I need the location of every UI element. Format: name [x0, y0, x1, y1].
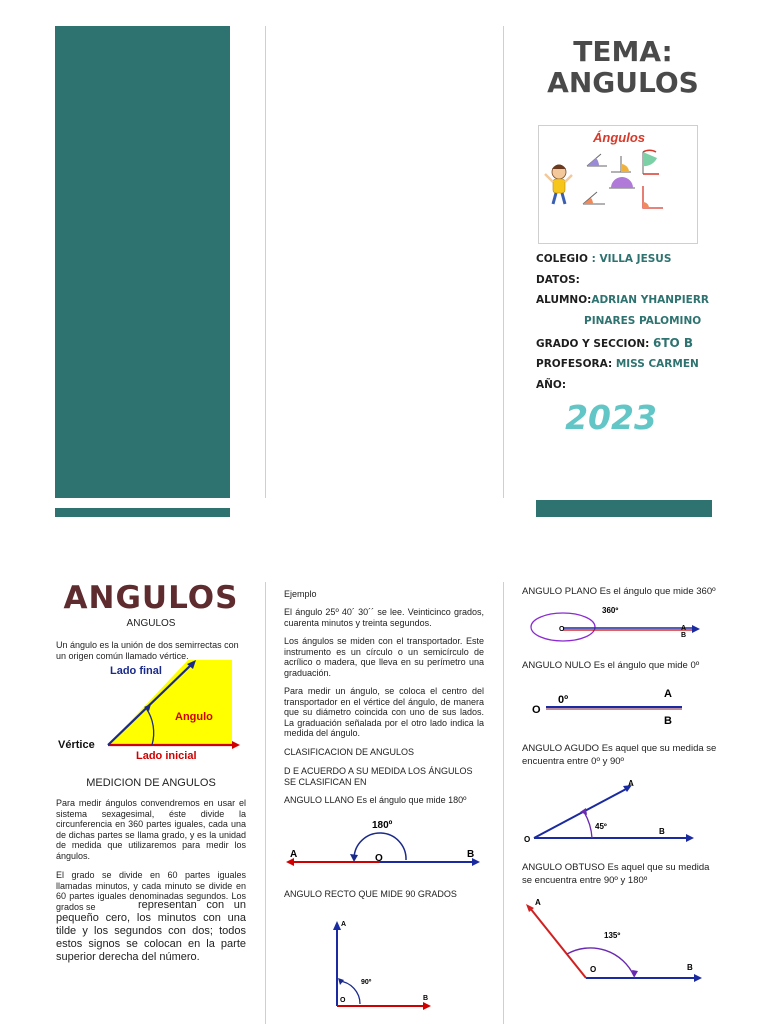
svg-text:45º: 45º — [595, 822, 607, 831]
label-angulo: Angulo — [175, 711, 213, 723]
divider-top-right — [503, 26, 504, 498]
divider-bottom-right — [503, 582, 504, 1024]
agudo-figure — [522, 776, 702, 846]
nulo-figure — [530, 683, 690, 727]
alumno-row: ALUMNO:ADRIAN YHANPIERR — [536, 294, 709, 306]
angles-cartoon — [539, 126, 697, 243]
year: 2023 — [565, 398, 657, 437]
svg-text:B: B — [681, 632, 687, 639]
svg-text:360º: 360º — [602, 606, 619, 615]
colegio-row: COLEGIO : VILLA JESUS — [536, 253, 672, 265]
medicion-p2: El grado se divide en 60 partes iguales llamadas minutos, y cada minuto se divide en 60 partes iguales denominadas segundos. Los grados se representan con un pequeño cero, los minutos con una tilde y los segundos con dos; todos estos signos se colocan en la parte superior derecha del número. — [56, 870, 246, 963]
svg-text:O: O — [559, 626, 565, 633]
anio-row: AÑO: — [536, 379, 567, 391]
profesora-row: PROFESORA: MISS CARMEN — [536, 358, 699, 370]
svg-text:O: O — [524, 835, 531, 844]
svg-text:A: A — [535, 898, 541, 907]
svg-text:O: O — [375, 853, 383, 864]
svg-text:A: A — [681, 625, 687, 632]
alumno-row-2: PINARES PALOMINO — [584, 315, 702, 327]
plano-figure — [526, 603, 706, 643]
plano-caption: ANGULO PLANO Es el ángulo que mide 360º — [522, 586, 716, 597]
teal-bar-right — [536, 500, 712, 517]
llano-caption: ANGULO LLANO Es el ángulo que mide 180º — [284, 795, 467, 805]
cover-illustration — [538, 125, 698, 244]
teal-panel — [55, 26, 230, 498]
recto-caption: ANGULO RECTO QUE MIDE 90 GRADOS — [284, 889, 457, 899]
cartoon-title: Ángulos — [593, 130, 645, 145]
svg-text:135º: 135º — [604, 931, 621, 940]
svg-text:180º: 180º — [372, 820, 393, 831]
svg-text:A: A — [664, 688, 672, 700]
medicion-p1: Para medir ángulos convendremos en usar el sistema sexagesimal, éste divide la circunferencia en 360 partes iguales, cada una de dichas partes se llama grado, y es la unidad de medida que utilizaremos para medir los ángulos. — [56, 798, 246, 861]
grado-row: GRADO Y SECCION: 6TO B — [536, 336, 694, 350]
svg-text:O: O — [532, 704, 541, 716]
svg-text:A: A — [290, 849, 298, 860]
ejemplo-text: El ángulo 25º 40´ 30´´ se lee. Veinticinco grados, cuarenta minutos y treinta segundos. — [284, 607, 484, 628]
teal-bar-left — [55, 508, 230, 517]
cover-title — [520, 36, 726, 98]
colegio-value: VILLA JESUS — [599, 253, 672, 265]
medir-text: Para medir un ángulo, se coloca el centro del transportador en el vértice del ángulo, de manera que su diámetro coincida con uno de sus lados. La graduación señalada por el otro lado indica la medida del ángulo. — [284, 686, 484, 738]
definition-text: Un ángulo es la unión de dos semirrectas con un origen común llamado vértice. — [56, 640, 239, 661]
cartoon-kid-icon — [545, 165, 572, 205]
svg-text:O: O — [340, 997, 346, 1004]
datos-row: DATOS: — [536, 274, 580, 286]
obtuso-caption: ANGULO OBTUSO Es aquel que su medida se encuentra entre 90º y 180º — [522, 862, 710, 886]
svg-text:0º: 0º — [558, 694, 569, 706]
section-subtitle: ANGULOS — [126, 618, 176, 629]
grado-value: 6TO B — [653, 336, 694, 350]
alumno-value: ADRIAN YHANPIERR — [591, 294, 709, 306]
svg-text:O: O — [590, 965, 597, 974]
agudo-caption: ANGULO AGUDO Es aquel que su medida se encuentra entre 0º y 90º — [522, 743, 717, 767]
svg-text:B: B — [659, 827, 665, 836]
transportador-text: Los ángulos se miden con el transportador. Este instrumento es un círculo o un semicírculo de acrílico o madera, que lleva en su perímetro una graduación. — [284, 636, 484, 678]
de-acuerdo-text: D E ACUERDO A SU MEDIDA LOS ÁNGULOS SE CLASIFICAN EN — [284, 766, 473, 787]
ejemplo-label: Ejemplo — [284, 589, 317, 599]
svg-text:A: A — [628, 779, 634, 788]
obtuso-figure — [522, 894, 712, 989]
clasificacion-heading: CLASIFICACION DE ANGULOS — [284, 747, 415, 757]
llano-figure — [284, 812, 484, 872]
svg-text:B: B — [423, 995, 429, 1002]
label-lado-inicial: Lado inicial — [136, 750, 197, 760]
angle-parts-diagram — [56, 660, 248, 760]
profesora-value: MISS CARMEN — [615, 358, 699, 370]
label-lado-final: Lado final — [110, 665, 162, 677]
svg-text:B: B — [664, 715, 672, 727]
cover-title-line1: TEMA: — [573, 35, 673, 68]
medicion-heading: MEDICION DE ANGULOS — [86, 777, 216, 789]
recto-figure — [330, 918, 440, 1014]
label-vertice: Vértice — [58, 739, 95, 751]
divider-top-left — [265, 26, 266, 498]
angle-shapes-icon — [583, 150, 663, 208]
svg-text:90º: 90º — [361, 979, 372, 986]
divider-bottom-left — [265, 582, 266, 1024]
svg-text:B: B — [687, 963, 693, 972]
svg-text:B: B — [467, 849, 475, 860]
svg-text:A: A — [341, 921, 347, 928]
section-title: ANGULOS — [63, 580, 239, 616]
cover-title-line2: ANGULOS — [547, 66, 699, 99]
nulo-caption: ANGULO NULO Es el ángulo que mide 0º — [522, 660, 700, 671]
